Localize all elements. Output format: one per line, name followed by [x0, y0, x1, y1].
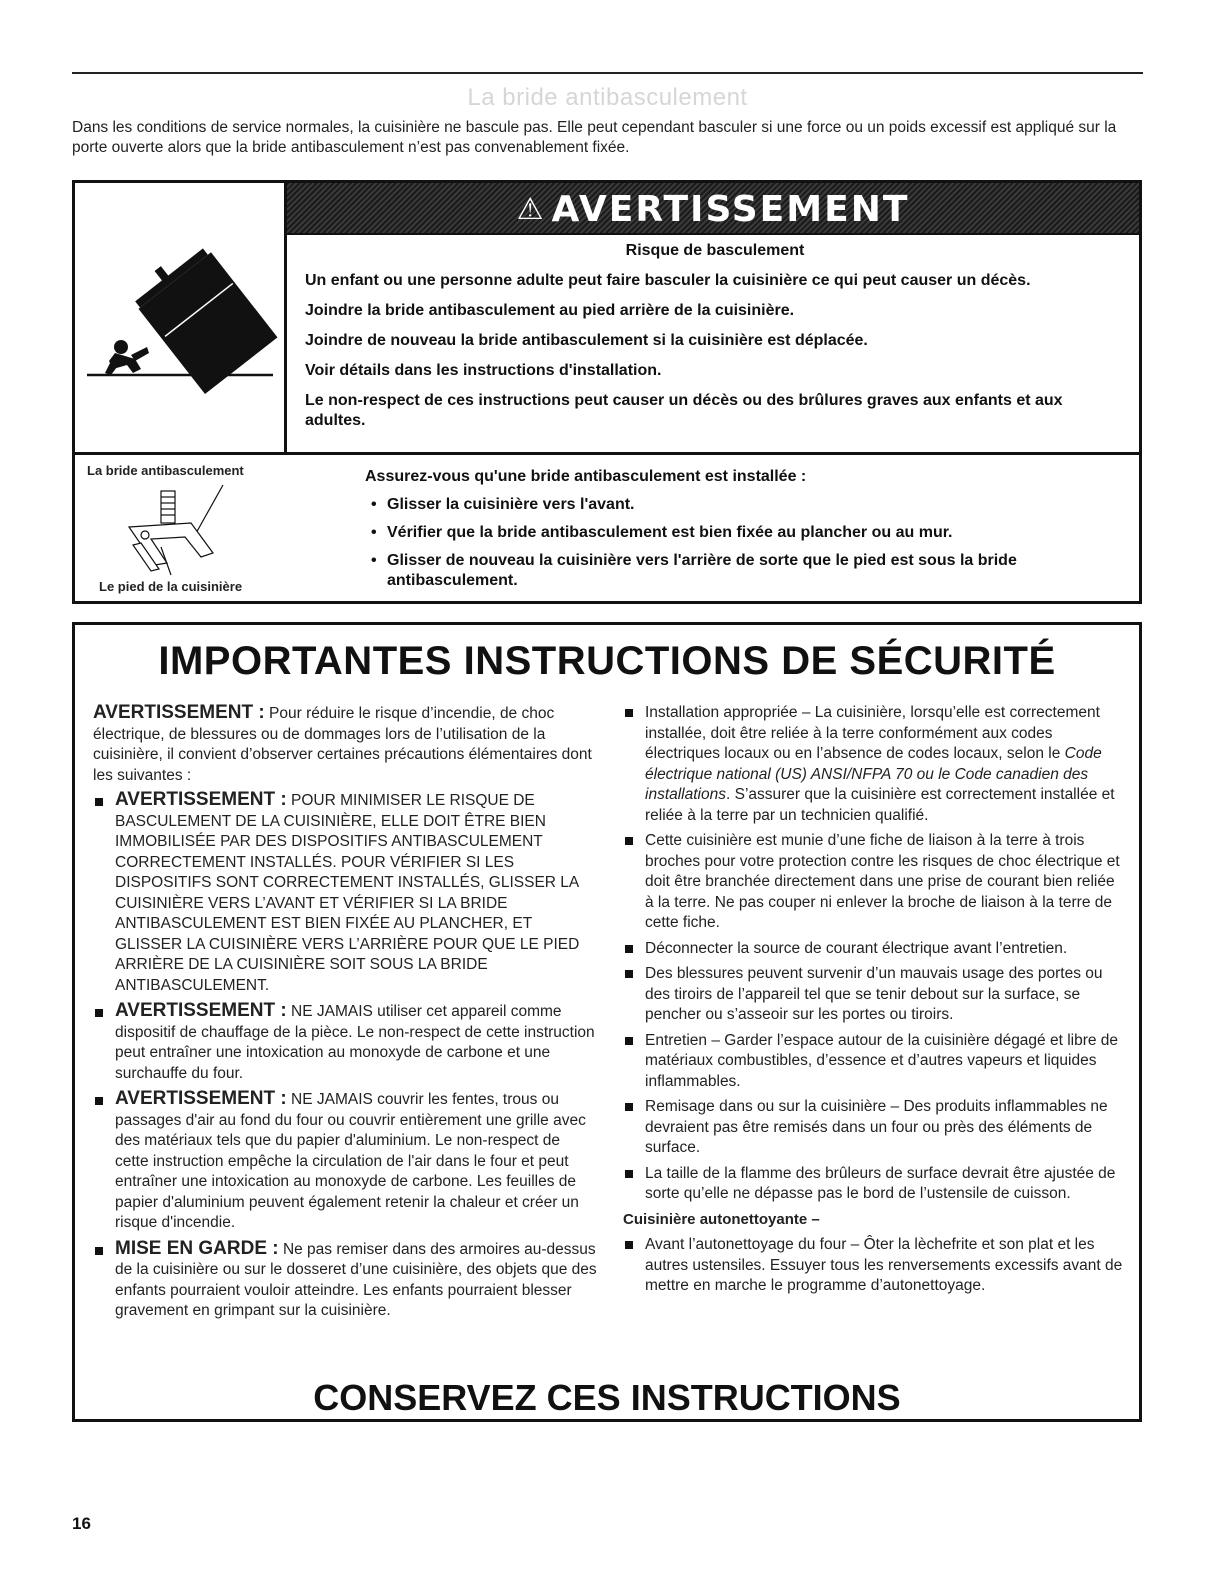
tip-over-illustration	[75, 183, 287, 452]
safety-instructions-box	[72, 622, 1142, 1422]
risk-title: Risque de basculement	[625, 242, 805, 259]
list-item: AVERTISSEMENT : NE JAMAIS couvrir les fentes, trous ou passages d'air au fond du four ou couvrir entièrement une grille avec des matériaux tels que du papier d'aluminium. Le non-respect de cette instruction empêche la circulation de l'air dans le four et peut entraîner une intoxication au monoxyde de carbone. Les feuilles de papier d'aluminium peuvent également retenir la chaleur et créer un risque d'incendie.	[93, 1089, 597, 1234]
installation-check	[365, 467, 1125, 599]
bracket-label: La bride antibasculement	[87, 463, 244, 478]
bullet-square-icon	[625, 970, 633, 978]
bullet-square-icon	[95, 1247, 103, 1255]
bracket-diagram	[75, 455, 287, 601]
bullet-square-icon	[625, 1037, 633, 1045]
safety-footer: CONSERVEZ CES INSTRUCTIONS	[313, 1377, 901, 1418]
safety-left-column	[93, 703, 597, 1327]
warning-triangle-icon: ⚠	[516, 191, 546, 227]
list-item: Déconnecter la source de courant électrique avant l’entretien.	[623, 939, 1127, 960]
lead-text: Pour réduire le risque d’incendie, de choc électrique, de blessures ou de dommages lors de l’utilisation de la cuisinière, il convient d’observer certaines précautions élémentaires dont les suivantes :	[93, 705, 592, 784]
safety-lead	[93, 703, 597, 786]
bullet-square-icon	[625, 1241, 633, 1249]
anti-tip-bracket-icon	[101, 483, 251, 579]
list-item: Avant l’autonettoyage du four – Ôter la lèchefrite et son plat et les autres ustensiles. Essuyer tous les renversements excessifs avant de mettre en marche le programme d’autonettoyage.	[623, 1235, 1127, 1297]
check-step: • Glisser de nouveau la cuisinière vers l'arrière de sorte que le pied est sous la bride antibasculement.	[365, 551, 1125, 591]
list-item: Des blessures peuvent survenir d’un mauvais usage des portes ou des tiroirs de l’appareil tel que se tenir debout sur la surface, se pencher ou s’asseoir sur les portes ou tiroirs.	[623, 964, 1127, 1026]
bullet-square-icon	[625, 1170, 633, 1178]
anti-tip-warning-box	[72, 180, 1142, 604]
bullet-square-icon	[95, 1009, 103, 1017]
check-step: • Vérifier que la bride antibasculement est bien fixée au plancher ou au mur.	[365, 523, 1125, 543]
warning-line: Joindre de nouveau la bride antibasculement si la cuisinière est déplacée.	[305, 332, 868, 349]
list-item: AVERTISSEMENT : POUR MINIMISER LE RISQUE DE BASCULEMENT DE LA CUISINIÈRE, ELLE DOIT ÊTRE BIEN IMMOBILISÉE PAR DES DISPOSITIFS ANTIBASCULEMENT CORRECTEMENT INSTALLÉS. POUR VÉRIFIER SI LES DISPOSITIFS SONT CORRECTEMENT INSTALLÉS, GLISSER LA CUISINIÈRE VERS L’AVANT ET VÉRIFIER SI LA BRIDE ANTIBASCULEMENT EST BIEN FIXÉE AU PLANCHER, ET GLISSER LA CUISINIÈRE VERS L’ARRIÈRE POUR QUE LE PIED ARRIÈRE DE LA CUISINIÈRE SOIT SOUS LA BRIDE ANTIBASCULEMENT.	[93, 790, 597, 996]
bullet-square-icon	[625, 709, 633, 717]
bullet-square-icon	[95, 798, 103, 806]
warning-line: Le non-respect de ces instructions peut causer un décès ou des brûlures graves aux enfants et aux adultes.	[305, 392, 1063, 429]
list-item: La taille de la flamme des brûleurs de surface devrait être ajustée de sorte qu’elle ne dépasse pas le bord de l’ustensile de cuisson.	[623, 1164, 1127, 1205]
top-rule	[72, 72, 1143, 74]
warning-banner-label: AVERTISSEMENT	[551, 188, 910, 230]
safety-title: IMPORTANTES INSTRUCTIONS DE SÉCURITÉ	[158, 639, 1056, 683]
foot-label: Le pied de la cuisinière	[99, 579, 243, 594]
page-number: 16	[72, 1514, 91, 1533]
warning-top-panel	[75, 183, 1139, 452]
bullet-square-icon	[625, 837, 633, 845]
warning-text	[305, 241, 1125, 441]
self-clean-heading: Cuisinière autonettoyante –	[623, 1210, 820, 1228]
list-item: MISE EN GARDE : Ne pas remiser dans des armoires au-dessus de la cuisinière ou sur le dosseret d’une cuisinière, des objets que des enfants pourraient vouloir atteindre. Les enfants pourraient blesser gravement en grimpant sur la cuisinière.	[93, 1239, 597, 1322]
list-item: Remisage dans ou sur la cuisinière – Des produits inflammables ne devraient pas être remisés dans un four ou près des éléments de surface.	[623, 1097, 1127, 1159]
check-step: • Glisser la cuisinière vers l'avant.	[365, 495, 1125, 515]
bullet-square-icon	[625, 945, 633, 953]
list-item: Entretien – Garder l’espace autour de la cuisinière dégagé et libre de matériaux combustibles, d’essence et d’autres vapeurs et liquides inflammables.	[623, 1031, 1127, 1093]
warning-line: Joindre la bride antibasculement au pied arrière de la cuisinière.	[305, 302, 795, 319]
section-title: La bride antibasculement	[467, 84, 748, 111]
bullet-square-icon	[95, 1097, 103, 1105]
warning-line: Voir détails dans les instructions d'installation.	[305, 362, 662, 379]
check-heading: Assurez-vous qu'une bride antibasculement est installée :	[365, 468, 807, 485]
list-item: Cette cuisinière est munie d’une fiche de liaison à la terre à trois broches pour votre protection contre les risques de choc électrique et doit être branchée directement dans une prise de courant bien reliée à la terre. Ne pas couper ni enlever la broche de liaison à la terre de cette fiche.	[623, 831, 1127, 934]
list-item: Installation appropriée – La cuisinière, lorsqu’elle est correctement installée, doit être reliée à la terre conformément aux codes électriques locaux ou en l’absence de codes locaux, selon le Code électrique national (US) ANSI/NFPA 70 ou le Code canadien des installations. S’assurer que la cuisinière est correctement installée et reliée à la terre par un technicien qualifié.	[623, 703, 1127, 826]
safety-right-column	[623, 703, 1127, 1302]
lead-label: AVERTISSEMENT :	[93, 702, 265, 723]
warning-banner	[287, 183, 1139, 235]
warning-line: Un enfant ou une personne adulte peut faire basculer la cuisinière ce qui peut causer un décès.	[305, 272, 1031, 289]
child-tipping-range-icon	[75, 183, 287, 452]
bullet-square-icon	[625, 1103, 633, 1111]
section-intro: Dans les conditions de service normales, la cuisinière ne bascule pas. Elle peut cependant basculer si une force ou un poids excessif est appliqué sur la porte ouverte alors que la bride antibasculement n’est pas convenablement fixée.	[72, 119, 1117, 156]
list-item: AVERTISSEMENT : NE JAMAIS utiliser cet appareil comme dispositif de chauffage de la pièce. Le non-respect de cette instruction peut entraîner une intoxication au monoxyde de carbone et une surchauffe du four.	[93, 1001, 597, 1084]
